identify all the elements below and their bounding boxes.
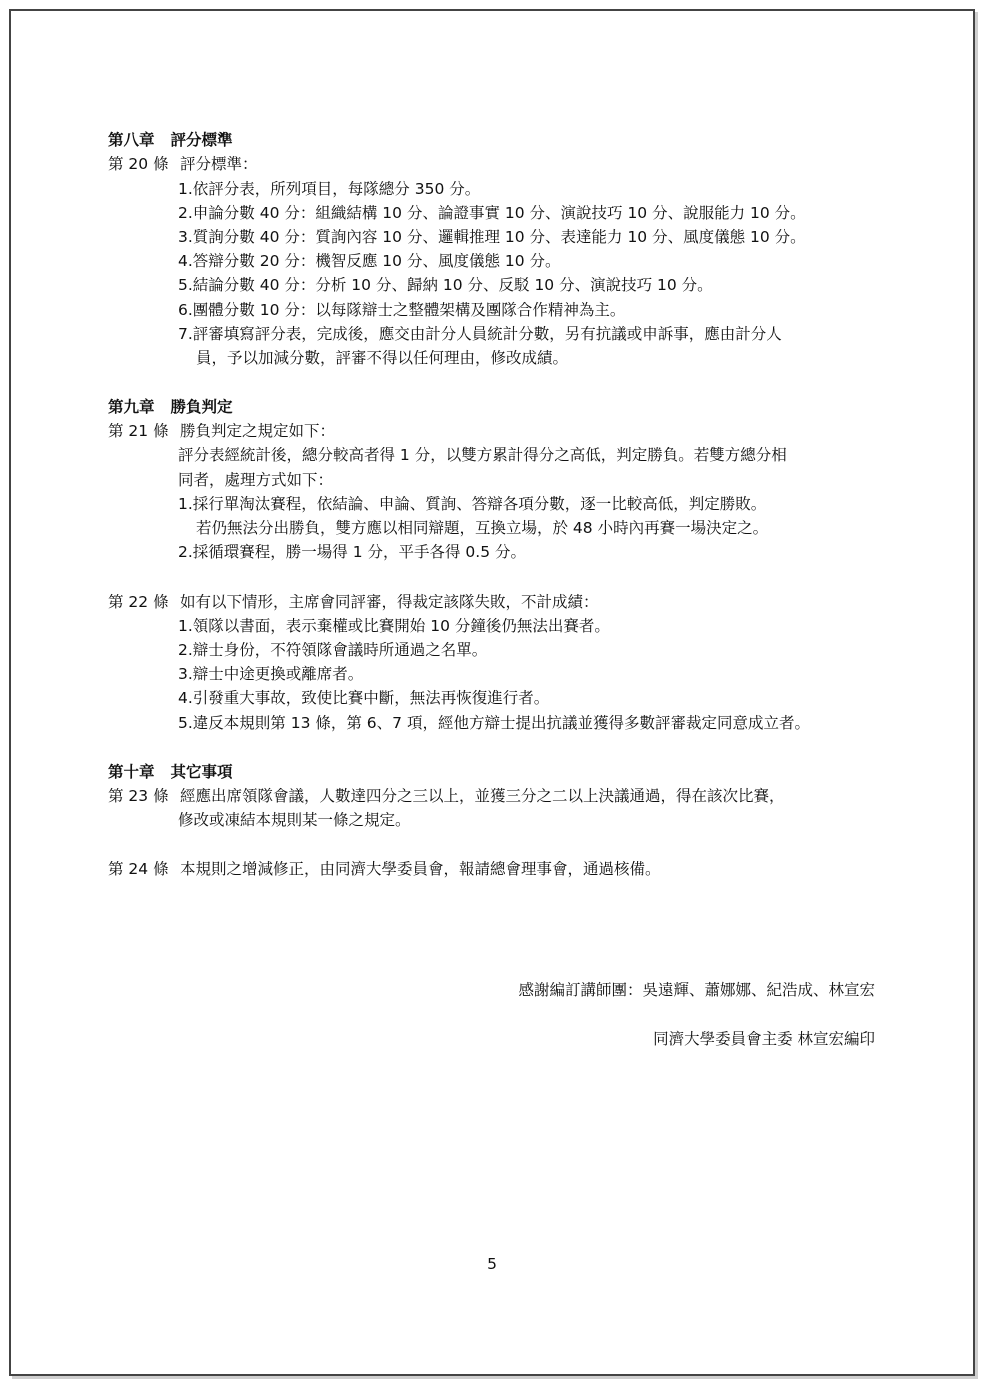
article-22-item-4: 4.引發重大事故，致使比賽中斷，無法再恢復進行者。 <box>178 689 550 707</box>
article-21-item-1-continued: 若仍無法分出勝負，雙方應以相同辯題，互換立場，於 48 小時內再賽一場決定之。 <box>196 519 769 537</box>
article-20-number: 第 20 條 <box>108 155 169 173</box>
article-23-text: 經應出席領隊會議，人數達四分之三以上，並獲三分之二以上決議通過，得在該次比賽， <box>180 787 785 805</box>
article-20-text: 評分標準： <box>180 155 258 173</box>
article-20-item-7-continued: 員，予以加減分數，評審不得以任何理由，修改成績。 <box>196 349 569 367</box>
article-22-item-1: 1.領隊以書面，表示棄權或比賽開始 10 分鐘後仍無法出賽者。 <box>178 617 610 635</box>
article-20-item-7: 7.評審填寫評分表，完成後，應交由計分人員統計分數，另有抗議或申訴事，應由計分人 <box>178 325 782 343</box>
page-number: 5 <box>487 1255 497 1273</box>
article-22-number: 第 22 條 <box>108 593 169 611</box>
article-24-text: 本規則之增減修正，由同濟大學委員會，報請總會理事會，通過核備。 <box>180 860 661 878</box>
article-20-item-6: 6.團體分數 10 分：以每隊辯士之整體架構及團隊合作精神為主。 <box>178 301 626 319</box>
article-21-body-line-1: 評分表經統計後，總分較高者得 1 分，以雙方累計得分之高低，判定勝負。若雙方總分相 <box>178 446 787 464</box>
article-22-item-5: 5.違反本規則第 13 條，第 6、7 項，經他方辯士提出抗議並獲得多數評審裁定同意成立者。 <box>178 714 810 732</box>
article-20-item-4: 4.答辯分數 20 分：機智反應 10 分、風度儀態 10 分。 <box>178 252 561 270</box>
article-21-text: 勝負判定之規定如下： <box>180 422 336 440</box>
article-21-item-1: 1.採行單淘汰賽程，依結論、申論、質詢、答辯各項分數，逐一比較高低，判定勝敗。 <box>178 495 767 513</box>
chapter-10-heading <box>108 762 233 782</box>
article-22-text: 如有以下情形，主席會同評審，得裁定該隊失敗，不計成績： <box>180 593 599 611</box>
credits-thanks: 感謝編訂講師團：吳遠輝、蕭娜娜、紀浩成、林宣宏 <box>518 981 875 999</box>
article-20-item-1: 1.依評分表，所列項目，每隊總分 350 分。 <box>178 180 481 198</box>
chapter-9-title: 第九章 <box>108 398 155 416</box>
document-page <box>9 9 975 1376</box>
article-21-number: 第 21 條 <box>108 422 169 440</box>
credits-editor: 同濟大學委員會主委 林宣宏編印 <box>653 1030 875 1048</box>
chapter-10-title: 第十章 <box>108 763 155 781</box>
chapter-10-name: 其它事項 <box>170 763 233 781</box>
article-23-number: 第 23 條 <box>108 787 169 805</box>
chapter-9-name: 勝負判定 <box>170 398 233 416</box>
article-21-item-2: 2.採循環賽程，勝一場得 1 分，平手各得 0.5 分。 <box>178 543 527 561</box>
article-20-item-5: 5.結論分數 40 分：分析 10 分、歸納 10 分、反駁 10 分、演說技巧 10 分。 <box>178 276 713 294</box>
article-20-item-2: 2.申論分數 40 分：組織結構 10 分、論證事實 10 分、演說技巧 10 分、說服能力 10 分。 <box>178 204 806 222</box>
article-21-body-line-2: 同者，處理方式如下： <box>178 471 334 489</box>
chapter-8-name: 評分標準 <box>170 131 233 149</box>
chapter-8-title: 第八章 <box>108 131 155 149</box>
article-22-item-2: 2.辯士身份，不符領隊會議時所通過之名單。 <box>178 641 488 659</box>
chapter-8-heading <box>108 130 233 150</box>
article-22-item-3: 3.辯士中途更換或離席者。 <box>178 665 364 683</box>
article-23-continued: 修改或凍結本規則某一條之規定。 <box>178 811 411 829</box>
article-24-number: 第 24 條 <box>108 860 169 878</box>
article-20-item-3: 3.質詢分數 40 分：質詢內容 10 分、邏輯推理 10 分、表達能力 10 分、風度儀態 10 分。 <box>178 228 806 246</box>
chapter-9-heading <box>108 397 233 417</box>
